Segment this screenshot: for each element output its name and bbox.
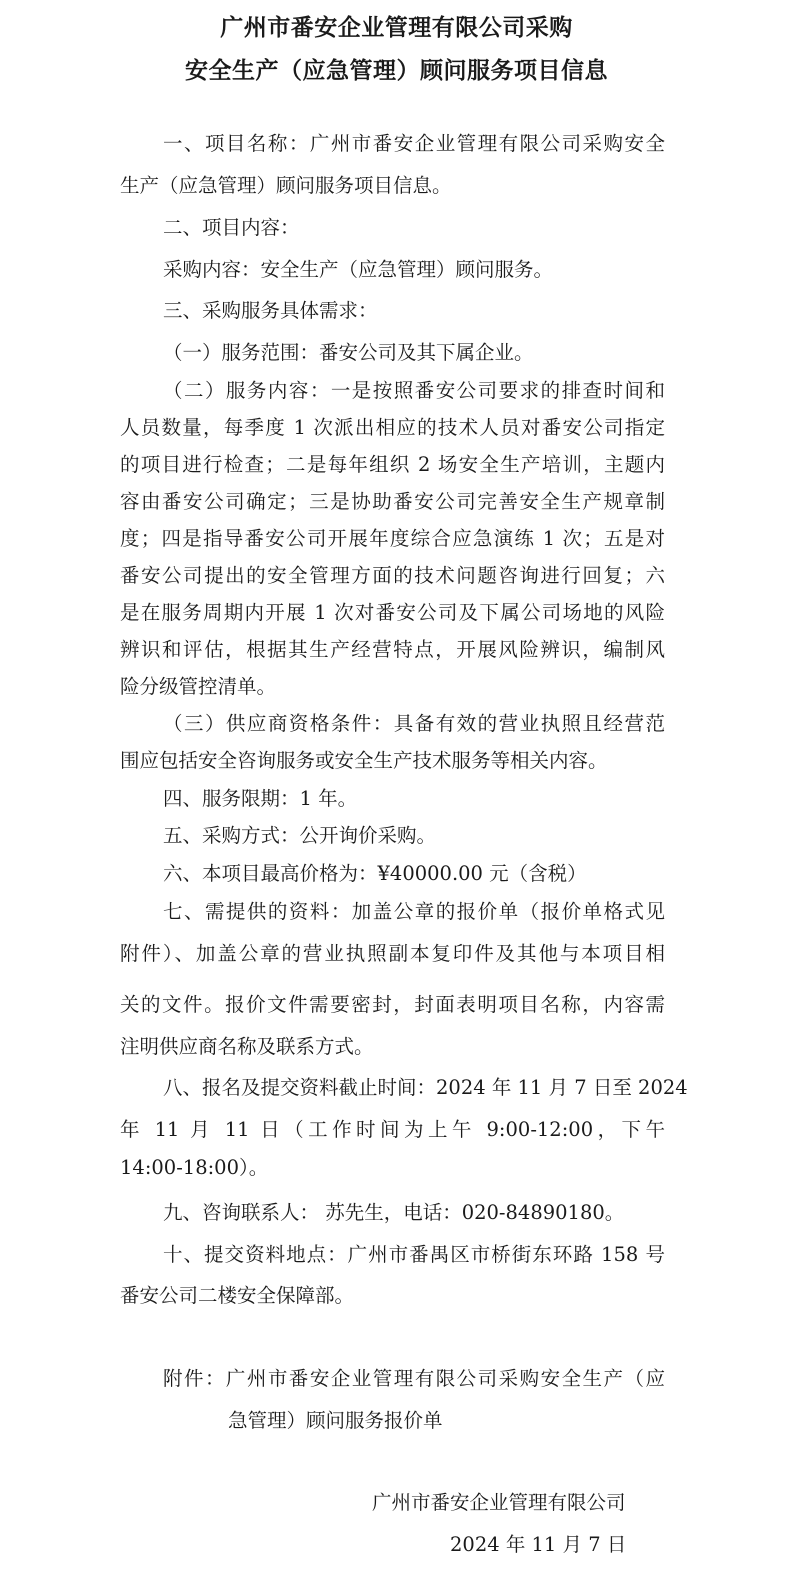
attachment-line-2: 急管理）顾问服务报价单 <box>228 1409 443 1432</box>
section-3-service-content-line-4: 容由番安公司确定；三是协助番安公司完善安全生产规章制 <box>120 490 665 513</box>
section-3-service-content-line-9: 险分级管控清单。 <box>120 675 277 698</box>
signature-date: 2024 年 11 月 7 日 <box>450 1533 627 1556</box>
document-title-line-2: 安全生产（应急管理）顾问服务项目信息 <box>185 58 608 84</box>
section-1-project-name: 一、项目名称：广州市番安企业管理有限公司采购安全 <box>163 132 665 155</box>
section-8-deadline-line-2: 年 11 月 11 日（工作时间为上午 9:00-12:00，下午 <box>120 1118 665 1141</box>
section-8-deadline-line-1: 八、报名及提交资料截止时间：2024 年 11 月 7 日至 2024 <box>163 1076 688 1099</box>
signature-company: 广州市番安企业管理有限公司 <box>372 1491 626 1514</box>
section-10-address-line-2: 番安公司二楼安全保障部。 <box>120 1284 355 1307</box>
section-3-qualification-line-1: （三）供应商资格条件：具备有效的营业执照且经营范 <box>163 712 665 735</box>
section-7-materials-line-4: 注明供应商名称及联系方式。 <box>120 1035 374 1058</box>
section-9-contact: 九、咨询联系人： 苏先生，电话：020-84890180。 <box>163 1201 625 1224</box>
attachment-line-1: 附件：广州市番安企业管理有限公司采购安全生产（应 <box>163 1367 665 1390</box>
section-3-service-content-line-5: 度；四是指导番安公司开展年度综合应急演练 1 次；五是对 <box>120 527 665 550</box>
section-7-materials-line-1: 七、需提供的资料：加盖公章的报价单（报价单格式见 <box>163 900 665 923</box>
section-3-qualification-line-2: 围应包括安全咨询服务或安全生产技术服务等相关内容。 <box>120 749 608 772</box>
section-1-project-name-cont: 生产（应急管理）顾问服务项目信息。 <box>120 174 452 197</box>
section-3-service-content-line-1: （二）服务内容：一是按照番安公司要求的排查时间和 <box>163 379 665 402</box>
section-3-service-content-line-7: 是在服务周期内开展 1 次对番安公司及下属公司场地的风险 <box>120 601 665 624</box>
section-8-deadline-line-3: 14:00-18:00）。 <box>120 1156 269 1179</box>
section-3-service-content-line-8: 辨识和评估，根据其生产经营特点，开展风险辨识，编制风 <box>120 638 665 661</box>
section-6-max-price: 六、本项目最高价格为：¥40000.00 元（含税） <box>163 862 587 885</box>
section-2-content: 采购内容：安全生产（应急管理）顾问服务。 <box>163 258 554 281</box>
section-2-heading: 二、项目内容： <box>163 216 300 239</box>
section-3-heading: 三、采购服务具体需求： <box>163 299 378 322</box>
section-3-service-content-line-2: 人员数量，每季度 1 次派出相应的技术人员对番安公司指定 <box>120 416 665 439</box>
section-10-address-line-1: 十、提交资料地点：广州市番禺区市桥街东环路 158 号 <box>163 1243 665 1266</box>
section-3-scope: （一）服务范围：番安公司及其下属企业。 <box>163 341 534 364</box>
section-3-service-content-line-6: 番安公司提出的安全管理方面的技术问题咨询进行回复；六 <box>120 564 665 587</box>
section-4-service-period: 四、服务限期：1 年。 <box>163 787 358 810</box>
section-5-procurement-method: 五、采购方式：公开询价采购。 <box>163 824 437 847</box>
section-7-materials-line-2: 附件）、加盖公章的营业执照副本复印件及其他与本项目相 <box>120 942 665 965</box>
document-title-line-1: 广州市番安企业管理有限公司采购 <box>220 15 573 41</box>
section-7-materials-line-3: 关的文件。报价文件需要密封，封面表明项目名称，内容需 <box>120 993 665 1016</box>
section-3-service-content-line-3: 的项目进行检查；二是每年组织 2 场安全生产培训，主题内 <box>120 453 665 476</box>
